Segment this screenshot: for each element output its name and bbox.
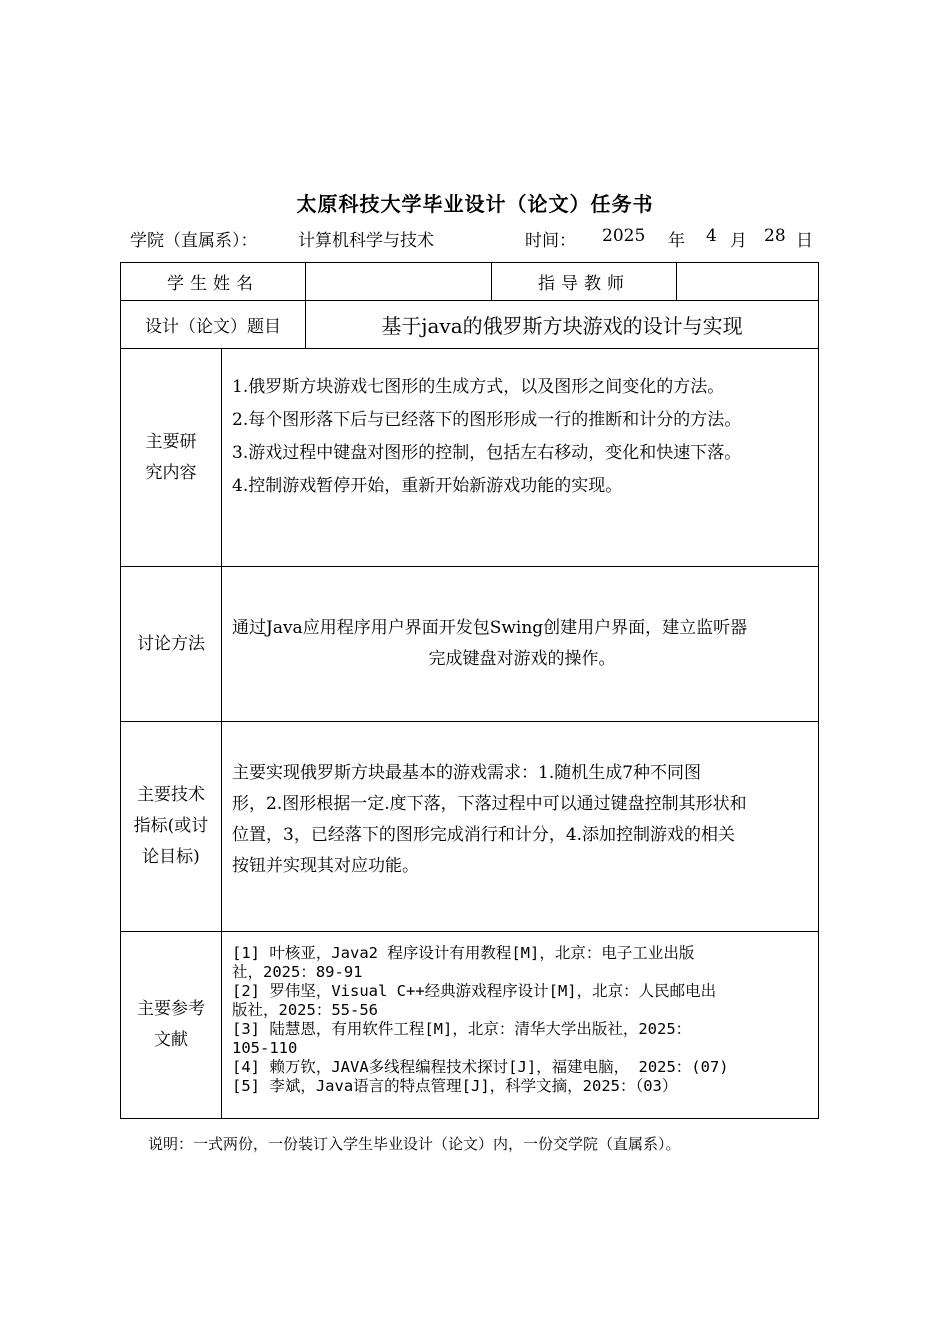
tech-line: 形，2.图形根据一定.度下落，下落过程中可以通过键盘控制其形状和 xyxy=(232,794,747,814)
ref-line: [3] 陆慧恩，有用软件工程[M]，北京：清华大学出版社，2025： xyxy=(232,1020,692,1038)
advisor-label: 指导教师 xyxy=(492,263,677,301)
header-line xyxy=(130,226,820,250)
research-label xyxy=(121,349,222,567)
college-value: 计算机科学与技术 xyxy=(298,231,434,251)
document-title: 太原科技大学毕业设计（论文）任务书 xyxy=(296,192,654,216)
row-refs xyxy=(121,932,819,1119)
topic-value: 基于java的俄罗斯方块游戏的设计与实现 xyxy=(306,301,819,349)
tech-line: 位置，3，已经落下的图形完成消行和计分，4.添加控制游戏的相关 xyxy=(232,825,736,845)
month-value: 4 xyxy=(706,226,717,246)
research-item: 2.每个图形落下后与已经落下的图形形成一行的推断和计分的方法。 xyxy=(232,410,742,430)
year-unit: 年 xyxy=(668,231,685,251)
research-item: 4.控制游戏暂停开始，重新开始新游戏功能的实现。 xyxy=(232,476,623,496)
student-name-label: 学生姓名 xyxy=(121,263,306,301)
method-line: 通过Java应用程序用户界面开发包Swing创建用户界面，建立监听器 xyxy=(232,618,748,638)
advisor-value xyxy=(677,263,819,301)
refs-label-line: 文献 xyxy=(154,1030,188,1050)
ref-line: 版社，2025：55-56 xyxy=(232,1001,378,1019)
row-method xyxy=(121,567,819,722)
student-name-value xyxy=(306,263,492,301)
row-tech xyxy=(121,722,819,932)
college-label: 学院（直属系）： xyxy=(130,231,258,251)
research-item: 1.俄罗斯方块游戏七图形的生成方式，以及图形之间变化的方法。 xyxy=(232,377,725,397)
research-label-line: 究内容 xyxy=(145,462,197,483)
tech-label-line: 主要技术 xyxy=(137,785,205,805)
method-line: 完成键盘对游戏的操作。 xyxy=(428,649,616,669)
tech-line: 按钮并实现其对应功能。 xyxy=(232,856,419,876)
refs-label xyxy=(121,932,222,1119)
month-unit: 月 xyxy=(730,231,747,251)
row-student-advisor xyxy=(121,263,819,301)
refs-content xyxy=(222,932,819,1119)
research-content xyxy=(222,349,819,567)
refs-label-line: 主要参考 xyxy=(137,999,205,1019)
footnote: 说明：一式两份，一份装订入学生毕业设计（论文）内，一份交学院（直属系）。 xyxy=(148,1135,681,1153)
ref-line: [1] 叶核亚，Java2 程序设计有用教程[M]，北京：电子工业出版 xyxy=(232,944,695,962)
tech-content xyxy=(222,722,819,932)
ref-line: 社，2025：89-91 xyxy=(232,963,363,981)
task-table xyxy=(120,262,819,1119)
method-label: 讨论方法 xyxy=(121,567,222,722)
ref-line: [2] 罗伟坚，Visual C++经典游戏程序设计[M]，北京：人民邮电出 xyxy=(232,982,717,1000)
topic-label: 设计（论文）题目 xyxy=(121,301,306,349)
day-value: 28 xyxy=(764,226,786,246)
year-value: 2025 xyxy=(602,226,646,246)
tech-line: 主要实现俄罗斯方块最基本的游戏需求：1.随机生成7种不同图 xyxy=(232,763,702,783)
research-label-line: 主要研 xyxy=(145,431,197,452)
method-content xyxy=(222,567,819,722)
row-topic xyxy=(121,301,819,349)
tech-label-line: 指标(或讨 xyxy=(133,816,209,836)
ref-line: [5] 李斌，Java语言的特点管理[J]，科学文摘，2025：（03） xyxy=(232,1077,678,1095)
time-label: 时间： xyxy=(525,231,576,251)
tech-label xyxy=(121,722,222,932)
ref-line: 105-110 xyxy=(232,1039,298,1057)
research-item: 3.游戏过程中键盘对图形的控制，包括左右移动，变化和快速下落。 xyxy=(232,443,742,463)
tech-label-line: 论目标) xyxy=(142,847,200,867)
row-research xyxy=(121,349,819,567)
day-unit: 日 xyxy=(796,231,813,251)
ref-line: [4] 赖万钦，JAVA多线程编程技术探讨[J]，福建电脑， 2025：(07) xyxy=(232,1058,729,1076)
